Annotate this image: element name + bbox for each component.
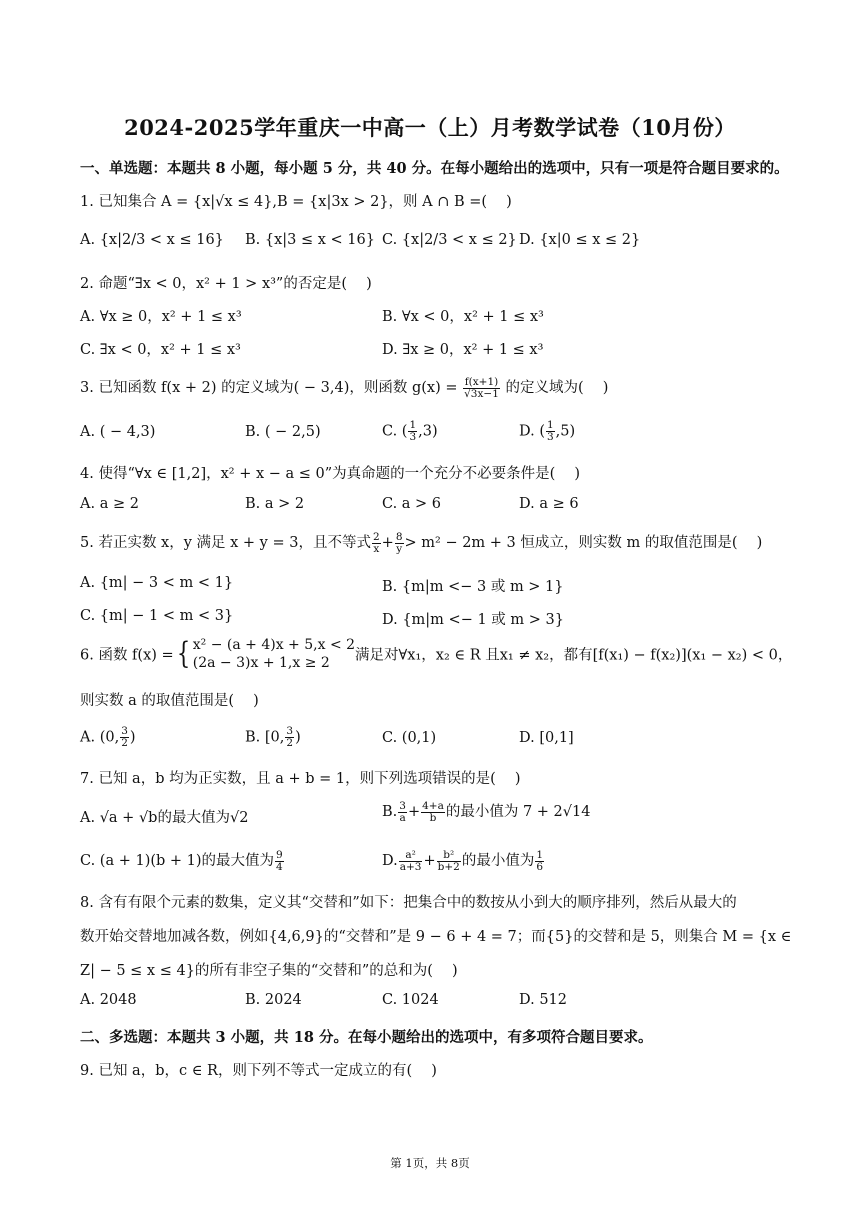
question-6-option-d: D. [0,1]	[519, 730, 574, 746]
question-5-fraction-1	[372, 532, 381, 555]
fraction-denominator: b+2	[437, 860, 460, 873]
section-multi-choice-header: 二、多选题：本题共 3 小题，共 18 分。在每小题给出的选项中，有多项符合题目要求。	[80, 1029, 653, 1046]
question-2-option-c: C. ∃x < 0，x² + 1 ≤ x³	[80, 342, 241, 358]
option-fraction-3	[535, 850, 544, 873]
fraction-denominator: a+3	[399, 860, 422, 873]
question-8-option-d: D. 512	[519, 992, 568, 1008]
page-footer: 第 1页，共 8页	[390, 1156, 470, 1170]
fraction-numerator: 4+a	[422, 799, 444, 812]
fraction-numerator: 3	[121, 725, 128, 737]
option-fraction-2	[437, 850, 461, 873]
plus-sign: +	[381, 535, 394, 551]
question-9-stem: 9. 已知 a，b，c ∈ R，则下列不等式一定成立的有( )	[80, 1063, 437, 1079]
option-fraction	[120, 726, 129, 749]
option-suffix: ,3)	[418, 423, 438, 440]
question-6-option-a	[80, 726, 136, 749]
fraction-denominator: √3x−1	[464, 387, 499, 400]
question-3-fraction	[463, 377, 500, 400]
option-text: 的最小值为	[461, 853, 535, 869]
question-6-option-c: C. (0,1)	[382, 730, 437, 746]
question-1-option-b: B. {x|3 ≤ x < 16}	[245, 232, 375, 248]
fraction-numerator: 3	[286, 725, 294, 737]
question-1-option-a: A. {x|2/3 < x ≤ 16}	[80, 232, 224, 248]
question-4-option-d: D. a ≥ 6	[519, 496, 579, 512]
fraction-denominator: 4	[276, 860, 283, 873]
option-prefix: B.	[382, 804, 398, 820]
question-8-line-3: Z| − 5 ≤ x ≤ 4}的所有非空子集的“交替和”的总和为( )	[80, 963, 458, 979]
question-1-option-d: D. {x|0 ≤ x ≤ 2}	[519, 232, 641, 248]
fraction-denominator: a	[399, 811, 406, 824]
question-7-option-c	[80, 849, 285, 873]
option-suffix: )	[129, 729, 136, 746]
piecewise-cases	[193, 636, 355, 672]
question-5-fraction-2	[395, 532, 404, 555]
option-fraction	[546, 420, 555, 443]
question-2-option-b: B. ∀x < 0，x² + 1 ≤ x³	[382, 309, 544, 325]
question-4-stem: 4. 使得“∀x ∈ [1,2]，x² + x − a ≤ 0”为真命题的一个充分不必要条件是( )	[80, 466, 581, 482]
option-fraction	[275, 850, 284, 873]
option-prefix: A. (0,	[80, 729, 120, 746]
question-1-stem: 1. 已知集合 A = {x|√x ≤ 4},B = {x|3x > 2}，则 A ∩ B =( )	[80, 194, 512, 210]
fraction-numerator: a²	[399, 850, 423, 862]
fraction-numerator: f(x+1)	[464, 375, 499, 388]
fraction-numerator: 3	[399, 799, 406, 812]
fraction-denominator: x	[373, 542, 380, 555]
question-6-stem-start: 6. 函数 f(x) =	[80, 647, 174, 664]
question-6-option-b	[245, 726, 301, 749]
option-fraction	[285, 726, 294, 749]
plus-sign: +	[423, 853, 436, 869]
fraction-denominator: 2	[286, 737, 294, 749]
question-8-line-2: 数开始交替地加减各数，例如{4,6,9}的“交替和”是 9 − 6 + 4 = 7；而{5}的交替和是 5，则集合 M = {x ∈	[80, 929, 792, 945]
fraction-denominator: 3	[409, 431, 417, 443]
question-5-stem-start: 5. 若正实数 x，y 满足 x + y = 3，且不等式	[80, 535, 371, 551]
option-prefix: D.	[382, 853, 398, 869]
question-5-option-b: B. {m|m <− 3 或 m > 1}	[382, 579, 564, 595]
question-2-option-a: A. ∀x ≥ 0，x² + 1 ≤ x³	[80, 309, 242, 325]
fraction-denominator: y	[396, 542, 403, 555]
fraction-numerator: b²	[437, 850, 461, 862]
question-5-option-d: D. {m|m <− 1 或 m > 3}	[382, 612, 564, 628]
question-7-option-a: A. √a + √b的最大值为√2	[80, 810, 249, 826]
option-prefix: C. (a + 1)(b + 1)的最大值为	[80, 853, 275, 869]
question-8-line-1: 8. 含有有限个元素的数集，定义其“交替和”如下：把集合中的数按从小到大的顺序排列，然后从最大的	[80, 895, 737, 911]
option-prefix: D. (	[519, 423, 545, 440]
fraction-denominator: b	[429, 811, 437, 824]
question-6-stem-middle: 满足对∀x₁，x₂ ∈ R 且x₁ ≠ x₂，都有[f(x₁) − f(x₂)](x₁ − x₂) < 0，	[355, 647, 793, 664]
question-3-stem	[80, 376, 608, 400]
question-3-option-c	[382, 420, 438, 443]
fraction-denominator: 2	[121, 737, 128, 749]
option-suffix: )	[295, 729, 301, 746]
option-suffix: ,5)	[555, 423, 576, 440]
question-3-option-b: B. ( − 2,5)	[245, 424, 321, 440]
plus-sign: +	[407, 804, 421, 820]
fraction-numerator: 1	[536, 848, 544, 861]
question-5-option-c: C. {m| − 1 < m < 3}	[80, 608, 234, 624]
option-fraction-2	[421, 801, 445, 824]
fraction-denominator: 3	[546, 431, 554, 443]
option-fraction-1	[398, 801, 407, 824]
option-fraction-1	[399, 850, 423, 873]
question-5-stem-end: > m² − 2m + 3 恒成立，则实数 m 的取值范围是( )	[404, 535, 763, 551]
section-single-choice-header: 一、单选题：本题共 8 小题，每小题 5 分，共 40 分。在每小题给出的选项中，只有一项是符合题目要求的。	[80, 160, 789, 177]
piecewise-case-1: x² − (a + 4)x + 5,x < 2	[192, 637, 356, 653]
question-3-stem-start: 3. 已知函数 f(x + 2) 的定义域为( − 3,4)，则函数 g(x) =	[80, 380, 458, 396]
exam-title: 2024-2025学年重庆一中高一（上）月考数学试卷（10月份）	[124, 115, 736, 140]
fraction-numerator: 8	[395, 530, 403, 543]
question-2-stem: 2. 命题“∃x < 0，x² + 1 > x³”的否定是( )	[80, 276, 372, 292]
fraction-numerator: 1	[546, 419, 554, 431]
question-2-option-d: D. ∃x ≥ 0，x² + 1 ≤ x³	[382, 342, 544, 358]
question-3-option-a: A. ( − 4,3)	[80, 424, 156, 440]
question-4-option-b: B. a > 2	[245, 496, 305, 512]
question-7-option-d	[382, 849, 545, 873]
question-5-stem	[80, 531, 762, 555]
piecewise-case-2: (2a − 3)x + 1,x ≥ 2	[192, 655, 330, 671]
question-6-stem-continued: 则实数 a 的取值范围是( )	[80, 693, 259, 709]
question-3-stem-end: 的定义域为( )	[505, 380, 609, 396]
fraction-numerator: 2	[372, 530, 380, 543]
fraction-numerator: 9	[276, 848, 283, 861]
question-7-stem: 7. 已知 a，b 均为正实数，且 a + b = 1，则下列选项错误的是( )	[80, 771, 521, 787]
question-4-option-c: C. a > 6	[382, 496, 442, 512]
question-3-option-d	[519, 420, 575, 443]
question-7-option-b	[382, 800, 590, 824]
question-4-option-a: A. a ≥ 2	[80, 496, 139, 512]
question-5-option-a: A. {m| − 3 < m < 1}	[80, 575, 234, 591]
option-prefix: B. [0,	[245, 729, 285, 746]
option-prefix: C. (	[382, 423, 408, 440]
question-8-option-b: B. 2024	[245, 992, 302, 1008]
piecewise-brace-icon: {	[176, 636, 190, 671]
fraction-denominator: 6	[536, 860, 544, 873]
question-8-option-a: A. 2048	[80, 992, 137, 1008]
question-8-option-c: C. 1024	[382, 992, 439, 1008]
question-6-stem	[80, 636, 792, 672]
fraction-numerator: 1	[409, 419, 417, 431]
option-fraction	[408, 420, 417, 443]
question-1-option-c: C. {x|2/3 < x ≤ 2}	[382, 232, 517, 248]
option-suffix: 的最小值为 7 + 2√14	[445, 804, 591, 820]
